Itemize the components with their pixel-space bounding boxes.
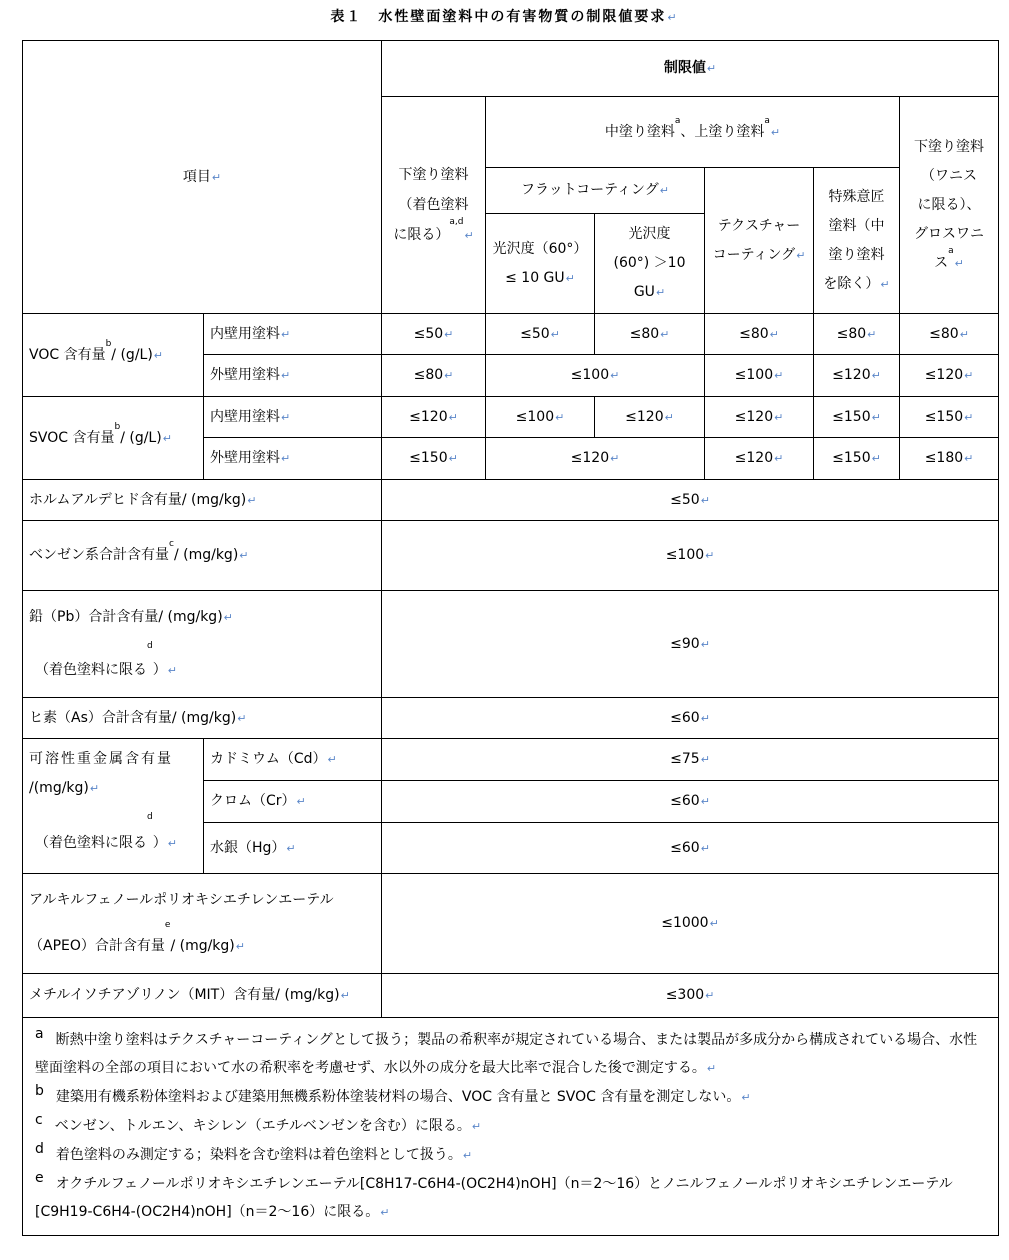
paragraph-mark-icon: ↵ xyxy=(380,1206,390,1219)
table-cell: ≤120↵ xyxy=(900,355,999,397)
paragraph-mark-icon: ↵ xyxy=(464,228,474,242)
paragraph-mark-icon: ↵ xyxy=(700,841,710,855)
svoc-exterior-label: 外壁用塗料↵ xyxy=(204,438,382,480)
apeo-label: アルキルフェノールポリオキシエチレンエーテル （APEO）合計含有量$^e$/ (mg/kg)↵ xyxy=(23,874,382,974)
table-cell: ≤80↵ xyxy=(814,314,900,355)
paragraph-mark-icon: ↵ xyxy=(281,369,291,382)
paragraph-mark-icon: ↵ xyxy=(340,989,350,1002)
footnote-a: a 断熱中塗り塗料はテクスチャーコーティングとして扱う；製品の希釈率が規定されている場合、または製品が多成分から構成されている場合、水性壁面塗料の全部の項目において水の希釈率を考慮せず、水以外の成分を最大比率で混合した後で測定する。↵ xyxy=(35,1026,978,1076)
formaldehyde-value: ≤50↵ xyxy=(382,480,999,521)
paragraph-mark-icon: ↵ xyxy=(296,795,306,808)
paragraph-mark-icon: ↵ xyxy=(237,711,247,725)
table-cell: ≤150↵ xyxy=(814,438,900,480)
paragraph-mark-icon: ↵ xyxy=(705,549,715,562)
paragraph-mark-icon: ↵ xyxy=(167,837,177,850)
footnote-d: d 着色塗料のみ測定する；染料を含む塗料は着色塗料として扱う。↵ xyxy=(35,1141,473,1163)
paragraph-mark-icon: ↵ xyxy=(964,410,974,424)
header-varnish: 下塗り塗料 （ワニス に限る）、 グロスワニ ス$^a$↵ xyxy=(900,97,999,314)
table-cell: ≤120↵ xyxy=(382,397,486,438)
table-cell: ≤150↵ xyxy=(814,397,900,438)
table-cell: ≤100↵ xyxy=(486,355,705,397)
paragraph-mark-icon: ↵ xyxy=(774,452,784,465)
paragraph-mark-icon: ↵ xyxy=(796,248,806,262)
paragraph-mark-icon: ↵ xyxy=(444,369,454,382)
paragraph-mark-icon: ↵ xyxy=(555,410,565,424)
paragraph-mark-icon: ↵ xyxy=(235,940,245,953)
paragraph-mark-icon: ↵ xyxy=(444,327,454,341)
limit-table xyxy=(22,40,999,1236)
table-cell: ≤180↵ xyxy=(900,438,999,480)
voc-interior-label: 内壁用塗料↵ xyxy=(204,314,382,355)
paragraph-mark-icon: ↵ xyxy=(610,452,620,465)
paragraph-mark-icon: ↵ xyxy=(655,286,666,299)
paragraph-mark-icon: ↵ xyxy=(281,410,291,424)
header-gloss-high: 光沢度 (60°) ＞10 GU↵ xyxy=(595,214,705,314)
paragraph-mark-icon: ↵ xyxy=(700,637,710,651)
paragraph-mark-icon: ↵ xyxy=(667,11,679,24)
table-cell: ≤80↵ xyxy=(705,314,814,355)
paragraph-mark-icon: ↵ xyxy=(705,989,715,1002)
header-limit: 制限値↵ xyxy=(382,41,999,97)
heavy-metals-label: 可溶性重金属含有量 /(mg/kg)↵ （着色塗料に限る$^d$）↵ xyxy=(23,739,204,874)
paragraph-mark-icon: ↵ xyxy=(954,256,964,270)
paragraph-mark-icon: ↵ xyxy=(327,753,337,766)
footnote-b: b 建築用有機系粉体塗料および建築用無機系粉体塗装材料の場合、VOC 含有量と SVOC 含有量を測定しない。↵ xyxy=(35,1083,751,1105)
paragraph-mark-icon: ↵ xyxy=(153,348,164,362)
table-cell: ≤80↵ xyxy=(382,355,486,397)
paragraph-mark-icon: ↵ xyxy=(162,431,172,445)
table-cell: ≤120↵ xyxy=(486,438,705,480)
paragraph-mark-icon: ↵ xyxy=(286,841,296,855)
table-cell: ≤120↵ xyxy=(705,438,814,480)
voc-label: VOC 含有量$^b$/ (g/L)↵ xyxy=(23,314,204,397)
lead-label: 鉛（Pb）合計含有量/ (mg/kg)↵ （着色塗料に限る$^d$）↵ xyxy=(23,591,382,698)
paragraph-mark-icon: ↵ xyxy=(706,62,717,75)
table-cell: ≤150↵ xyxy=(382,438,486,480)
paragraph-mark-icon: ↵ xyxy=(964,369,974,382)
footnote-e: e オクチルフェノールポリオキシエチレンエーテル[C8H17-C6H4-(OC2H4)nOH]（n＝2～16）とノニルフェノールポリオキシエチレンエーテル[C9H19-C6H4-(OC2H4)nOH]（n＝2～16）に限る。↵ xyxy=(35,1170,953,1220)
paragraph-mark-icon: ↵ xyxy=(448,452,458,465)
chromium-value: ≤60↵ xyxy=(382,781,999,823)
paragraph-mark-icon: ↵ xyxy=(239,549,249,562)
header-primer: 下塗り塗料 （着色塗料 に限る）$^{a,d}$↵ xyxy=(382,97,486,314)
mercury-label: 水銀（Hg）↵ xyxy=(204,823,382,874)
table-cell: ≤80↵ xyxy=(595,314,705,355)
table-cell: ≤100↵ xyxy=(705,355,814,397)
apeo-value: ≤1000↵ xyxy=(382,874,999,974)
paragraph-mark-icon: ↵ xyxy=(550,327,560,341)
paragraph-mark-icon: ↵ xyxy=(741,1091,751,1104)
formaldehyde-label: ホルムアルデヒド含有量/ (mg/kg)↵ xyxy=(23,480,382,521)
paragraph-mark-icon: ↵ xyxy=(448,410,458,424)
paragraph-mark-icon: ↵ xyxy=(610,369,620,382)
paragraph-mark-icon: ↵ xyxy=(700,493,710,507)
paragraph-mark-icon: ↵ xyxy=(281,452,291,465)
paragraph-mark-icon: ↵ xyxy=(964,452,974,465)
paragraph-mark-icon: ↵ xyxy=(462,1149,473,1162)
header-item: 項目↵ xyxy=(23,41,382,314)
paragraph-mark-icon: ↵ xyxy=(167,664,177,677)
header-flat: フラットコーティング↵ xyxy=(486,168,705,214)
table-cell: ≤50↵ xyxy=(486,314,595,355)
paragraph-mark-icon: ↵ xyxy=(880,277,890,291)
footnote-c: c ベンゼン、トルエン、キシレン（エチルベンゼンを含む）に限る。↵ xyxy=(35,1112,482,1134)
paragraph-mark-icon: ↵ xyxy=(211,170,222,184)
paragraph-mark-icon: ↵ xyxy=(664,410,674,424)
paragraph-mark-icon: ↵ xyxy=(770,125,781,139)
table-cell: ≤80↵ xyxy=(900,314,999,355)
paragraph-mark-icon: ↵ xyxy=(959,327,969,341)
table-cell: ≤120↵ xyxy=(595,397,705,438)
table-cell: ≤120↵ xyxy=(705,397,814,438)
chromium-label: クロム（Cr）↵ xyxy=(204,781,382,823)
paragraph-mark-icon: ↵ xyxy=(660,327,670,341)
header-mid-top: 中塗り塗料$^a$、上塗り塗料$^a$↵ xyxy=(486,97,900,168)
paragraph-mark-icon: ↵ xyxy=(871,410,881,424)
cadmium-label: カドミウム（Cd）↵ xyxy=(204,739,382,781)
table-title: 表１ 水性壁面塗料中の有害物質の制限値要求↵ xyxy=(330,9,679,25)
table-cell: ≤50↵ xyxy=(382,314,486,355)
paragraph-mark-icon: ↵ xyxy=(223,611,233,624)
paragraph-mark-icon: ↵ xyxy=(706,1062,717,1075)
svoc-interior-label: 内壁用塗料↵ xyxy=(204,397,382,438)
paragraph-mark-icon: ↵ xyxy=(659,184,669,197)
paragraph-mark-icon: ↵ xyxy=(700,795,710,808)
footnotes xyxy=(23,1018,999,1236)
mit-value: ≤300↵ xyxy=(382,974,999,1018)
paragraph-mark-icon: ↵ xyxy=(700,711,710,725)
paragraph-mark-icon: ↵ xyxy=(774,369,784,382)
paragraph-mark-icon: ↵ xyxy=(565,271,575,285)
table-cell: ≤150↵ xyxy=(900,397,999,438)
arsenic-label: ヒ素（As）合計含有量/ (mg/kg)↵ xyxy=(23,698,382,739)
paragraph-mark-icon: ↵ xyxy=(871,369,881,382)
paragraph-mark-icon: ↵ xyxy=(769,327,779,341)
header-gloss-low: 光沢度（60°） ≤ 10 GU↵ xyxy=(486,214,595,314)
table-cell: ≤120↵ xyxy=(814,355,900,397)
table-cell: ≤100↵ xyxy=(486,397,595,438)
paragraph-mark-icon: ↵ xyxy=(89,782,100,795)
header-texture: テクスチャー コーティング↵ xyxy=(705,168,814,314)
benzene-value: ≤100↵ xyxy=(382,521,999,591)
arsenic-value: ≤60↵ xyxy=(382,698,999,739)
paragraph-mark-icon: ↵ xyxy=(281,327,291,341)
paragraph-mark-icon: ↵ xyxy=(774,410,784,424)
benzene-label: ベンゼン系合計含有量$^c$/ (mg/kg)↵ xyxy=(23,521,382,591)
mercury-value: ≤60↵ xyxy=(382,823,999,874)
paragraph-mark-icon: ↵ xyxy=(700,753,710,766)
paragraph-mark-icon: ↵ xyxy=(709,917,719,930)
svoc-label: SVOC 含有量$^b$/ (g/L)↵ xyxy=(23,397,204,480)
voc-exterior-label: 外壁用塗料↵ xyxy=(204,355,382,397)
paragraph-mark-icon: ↵ xyxy=(867,327,877,341)
paragraph-mark-icon: ↵ xyxy=(871,452,881,465)
header-special: 特殊意匠 塗料（中 塗り塗料 を除く）↵ xyxy=(814,168,900,314)
paragraph-mark-icon: ↵ xyxy=(247,493,257,507)
lead-value: ≤90↵ xyxy=(382,591,999,698)
cadmium-value: ≤75↵ xyxy=(382,739,999,781)
mit-label: メチルイソチアゾリノン（MIT）含有量/ (mg/kg)↵ xyxy=(23,974,382,1018)
paragraph-mark-icon: ↵ xyxy=(471,1120,482,1133)
